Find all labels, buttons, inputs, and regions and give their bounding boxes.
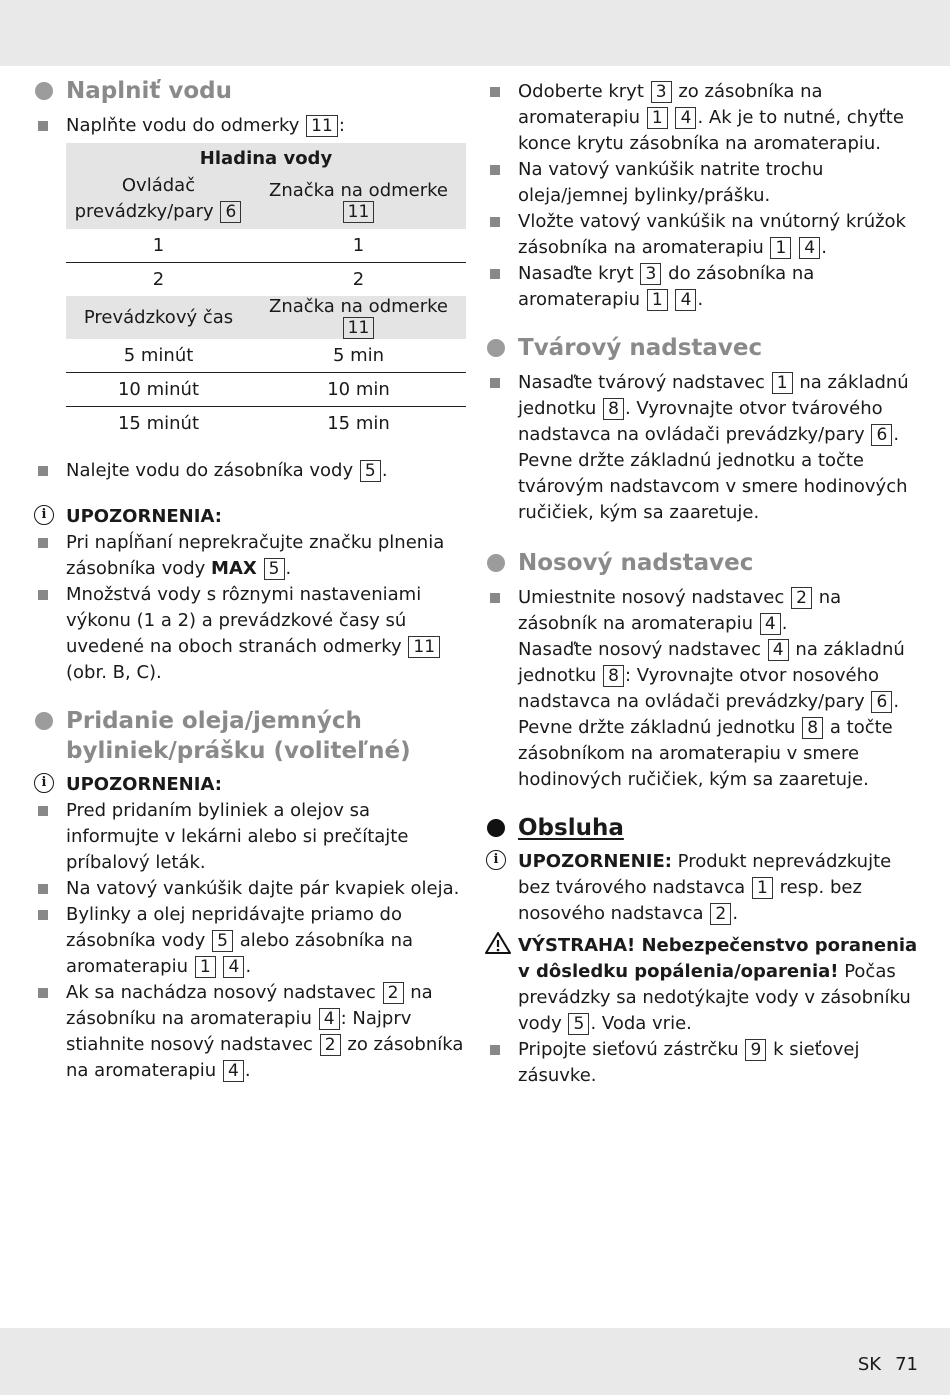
reference-number: 5 [568,1013,589,1035]
square-bullet-icon [38,590,48,600]
reference-number: 1 [195,956,216,978]
reference-number: 11 [343,201,375,223]
reference-number: 1 [752,877,773,899]
list-item: Ak sa nachádza nosový nadstavec 2 na zásobníku na aromaterapiu 4 : Najprv stiahnite nosový nadstavec 2 zo zásobníka na aromaterapiu 4 . [34,980,466,1084]
square-bullet-icon [38,988,48,998]
table-row: 1 1 [66,229,466,263]
info-icon: i [486,850,506,870]
list-item: Odoberte kryt 3 zo zásobníka na aromaterapiu 1 4 . Ak je to nutné, chyťte konce krytu zásobníka na aromaterapiu. [486,79,918,157]
reference-number: 6 [871,691,892,713]
reference-number: 4 [223,956,244,978]
table-header-cell: Ovládač prevádzky/pary 6 [66,173,251,229]
square-bullet-icon [38,121,48,131]
reference-number: 6 [871,424,892,446]
circle-bullet-icon [487,554,505,572]
reference-number: 3 [640,263,661,285]
reference-number: 1 [772,372,793,394]
circle-bullet-icon [35,712,53,730]
table-header-cell: Prevádzkový čas [66,296,251,339]
bottom-bar [0,1328,950,1395]
list-item: Pred pridaním byliniek a olejov sa informujte v lekárni alebo si prečítajte príbalový leták. [34,798,466,876]
circle-bullet-icon [35,82,53,100]
reference-number: 4 [675,107,696,129]
reference-number: 4 [760,613,781,635]
square-bullet-icon [490,87,500,97]
notice: i UPOZORNENIA: [34,772,466,798]
reference-number: 8 [603,398,624,420]
square-bullet-icon [38,466,48,476]
warning: VÝSTRAHA! Nebezpečenstvo poranenia v dôsledku popálenia/oparenia! Počas prevádzky sa nedotýkajte vody v zásobníku vody 5 . Voda vrie. [486,933,918,1037]
circle-bullet-icon [487,339,505,357]
list-item: Nasaďte kryt 3 do zásobníka na aromaterapiu 1 4 . [486,261,918,313]
circle-bullet-icon [487,819,505,837]
list-item: Množstvá vody s rôznymi nastaveniami výkonu (1 a 2) a prevádzkové časy sú uvedené na oboch stranách odmerky 11 (obr. B, C). [34,582,466,686]
section-heading-add-oil: Pridanie oleja/jemných byliniek/prášku (voliteľné) [34,706,466,766]
square-bullet-icon [490,269,500,279]
notice: i UPOZORNENIE: Produkt neprevádzkujte bez tvárového nadstavca 1 resp. bez nosového nadstavca 2 . [486,849,918,927]
list-item: Umiestnite nosový nadstavec 2 na zásobník na aromaterapiu 4 . [486,585,918,637]
info-icon: i [34,773,54,793]
reference-number: 4 [799,237,820,259]
reference-number: 2 [791,587,812,609]
reference-number: 2 [383,982,404,1004]
language-code: SK [857,1354,882,1375]
table-row: 10 minút 10 min [66,373,466,407]
list-item: Pripojte sieťovú zástrčku 9 k sieťovej zásuvke. [486,1037,918,1089]
square-bullet-icon [38,806,48,816]
list-item: Nalejte vodu do zásobníka vody 5 . [34,458,466,484]
list-item: Pri napĺňaní neprekračujte značku plnenia zásobníka vody MAX 5 . [34,530,466,582]
reference-number: 4 [675,289,696,311]
list-item: Na vatový vankúšik dajte pár kvapiek oleja. [34,876,466,902]
square-bullet-icon [490,593,500,603]
table-row: 5 minút 5 min [66,339,466,373]
reference-number: 4 [319,1008,340,1030]
reference-number: 3 [651,81,672,103]
reference-number: 8 [603,665,624,687]
table-title: Hladina vody [66,143,466,173]
reference-number: 11 [408,636,440,658]
reference-number: 9 [745,1039,766,1061]
reference-number: 4 [768,639,789,661]
section-heading-nose-attachment: Nosový nadstavec [486,548,918,578]
reference-number: 4 [223,1060,244,1082]
list-item: Na vatový vankúšik natrite trochu oleja/jemnej bylinky/prášku. [486,157,918,209]
page-index: 71 [895,1354,918,1375]
paragraph: Nasaďte nosový nadstavec 4 na základnú jednotku 8 : Vyrovnajte otvor nosového nadstavca na ovládači prevádzky/pary 6 . [518,639,905,712]
paragraph: Pevne držte základnú jednotku 8 a točte zásobníkom na aromaterapiu v smere hodinových ručičiek, kým sa zaaretuje. [518,717,893,790]
list-item: Vložte vatový vankúšik na vnútorný krúžok zásobníka na aromaterapiu 1 4 . [486,209,918,261]
reference-number: 5 [264,558,285,580]
section-heading-operation: Obsluha [486,813,918,843]
water-level-table [66,143,466,440]
reference-number: 5 [212,930,233,952]
section-heading-fill-water: Naplniť vodu [34,76,466,106]
table-header-cell: Značka na odmerke 11 [251,296,466,339]
square-bullet-icon [38,910,48,920]
reference-number: 1 [770,237,791,259]
top-bar [0,0,950,66]
reference-number: 2 [710,903,731,925]
reference-number: 11 [306,115,338,137]
reference-number: 1 [647,289,668,311]
warning-triangle-icon [484,931,512,955]
reference-number: 11 [343,317,375,339]
table-row: 15 minút 15 min [117,413,390,434]
square-bullet-icon [490,217,500,227]
left-column [34,74,466,1084]
square-bullet-icon [38,538,48,548]
reference-number: 6 [220,201,241,223]
info-icon: i [34,505,54,525]
square-bullet-icon [38,884,48,894]
page-number [844,1354,918,1375]
paragraph: Pevne držte základnú jednotku a točte tvárovým nadstavcom v smere hodinových ručičiek, kým sa zaaretuje. [518,450,908,523]
reference-number: 8 [802,717,823,739]
square-bullet-icon [490,165,500,175]
table-row: 2 2 [152,269,365,290]
table-header-cell: Značka na odmerke 11 [251,173,466,229]
notice: i UPOZORNENIA: [34,504,466,530]
reference-number: 5 [360,460,381,482]
reference-number: 2 [320,1034,341,1056]
section-heading-face-attachment: Tvárový nadstavec [486,333,918,363]
right-column [486,74,918,1089]
list-item: Naplňte vodu do odmerky 11 : [34,113,466,139]
list-item: Bylinky a olej nepridávajte priamo do zásobníka vody 5 alebo zásobníka na aromaterapiu 1 4 . [34,902,466,980]
square-bullet-icon [490,378,500,388]
reference-number: 1 [647,107,668,129]
square-bullet-icon [490,1045,500,1055]
list-item: Nasaďte tvárový nadstavec 1 na základnú jednotku 8 . Vyrovnajte otvor tvárového nadstavca na ovládači prevádzky/pary 6 . [486,370,918,448]
